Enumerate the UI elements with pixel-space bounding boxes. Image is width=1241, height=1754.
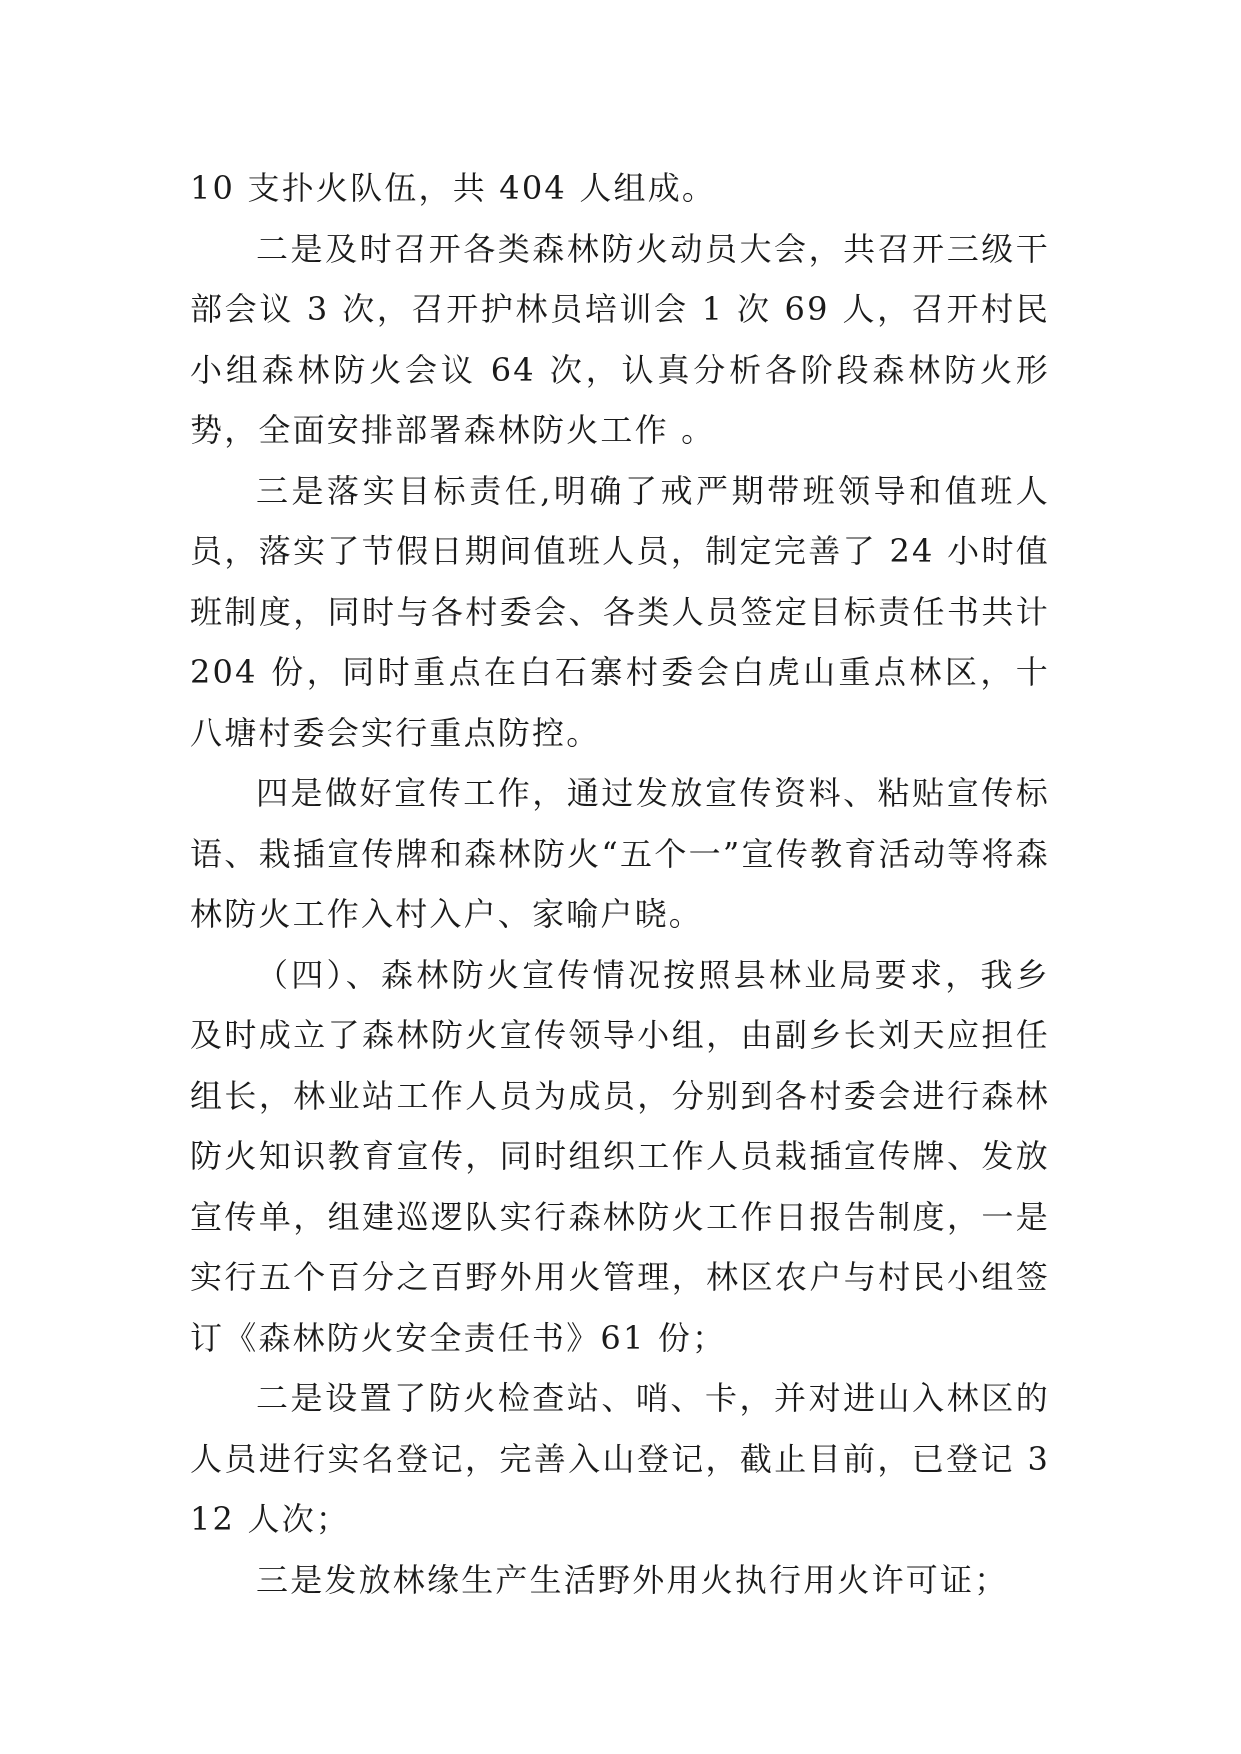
paragraph-item-3-responsibility: 三是落实目标责任,明确了戒严期带班领导和值班人员，落实了节假日期间值班人员，制定完善了 24 小时值班制度，同时与各村委会、各类人员签定目标责任书共计 204 份，同时重点在白石寨村委会白虎山重点林区，十八塘村委会实行重点防控。 (190, 471, 1050, 752)
paragraph-fire-permits: 三是发放林缘生产生活野外用火执行用火许可证； (256, 1560, 1009, 1599)
paragraph-item-4-publicity: 四是做好宣传工作，通过发放宣传资料、粘贴宣传标语、栽插宣传牌和森林防火“五个一”宣传教育活动等将森林防火工作入村入户、家喻户晓。 (190, 774, 1050, 933)
document-body (190, 158, 1050, 1610)
paragraph-checkpoints: 二是设置了防火检查站、哨、卡，并对进山入林区的人员进行实名登记，完善入山登记，截止目前，已登记 312 人次； (190, 1379, 1050, 1538)
paragraph-continuation: 10 支扑火队伍，共 404 人组成。 (190, 169, 717, 207)
paragraph-item-2-meetings: 二是及时召开各类森林防火动员大会，共召开三级干部会议 3 次，召开护林员培训会 1 次 69 人，召开村民小组森林防火会议 64 次，认真分析各阶段森林防火形势，全面安排部署森林防火工作 。 (190, 229, 1050, 449)
paragraph-section-4-publicity-status: （四）、森林防火宣传情况按照县林业局要求，我乡及时成立了森林防火宣传领导小组，由副乡长刘天应担任组长，林业站工作人员为成员，分别到各村委会进行森林防火知识教育宣传，同时组织工作人员栽插宣传牌、发放宣传单，组建巡逻队实行森林防火工作日报告制度，一是实行五个百分之百野外用火管理，林区农户与村民小组签订《森林防火安全责任书》61 份； (190, 955, 1050, 1357)
